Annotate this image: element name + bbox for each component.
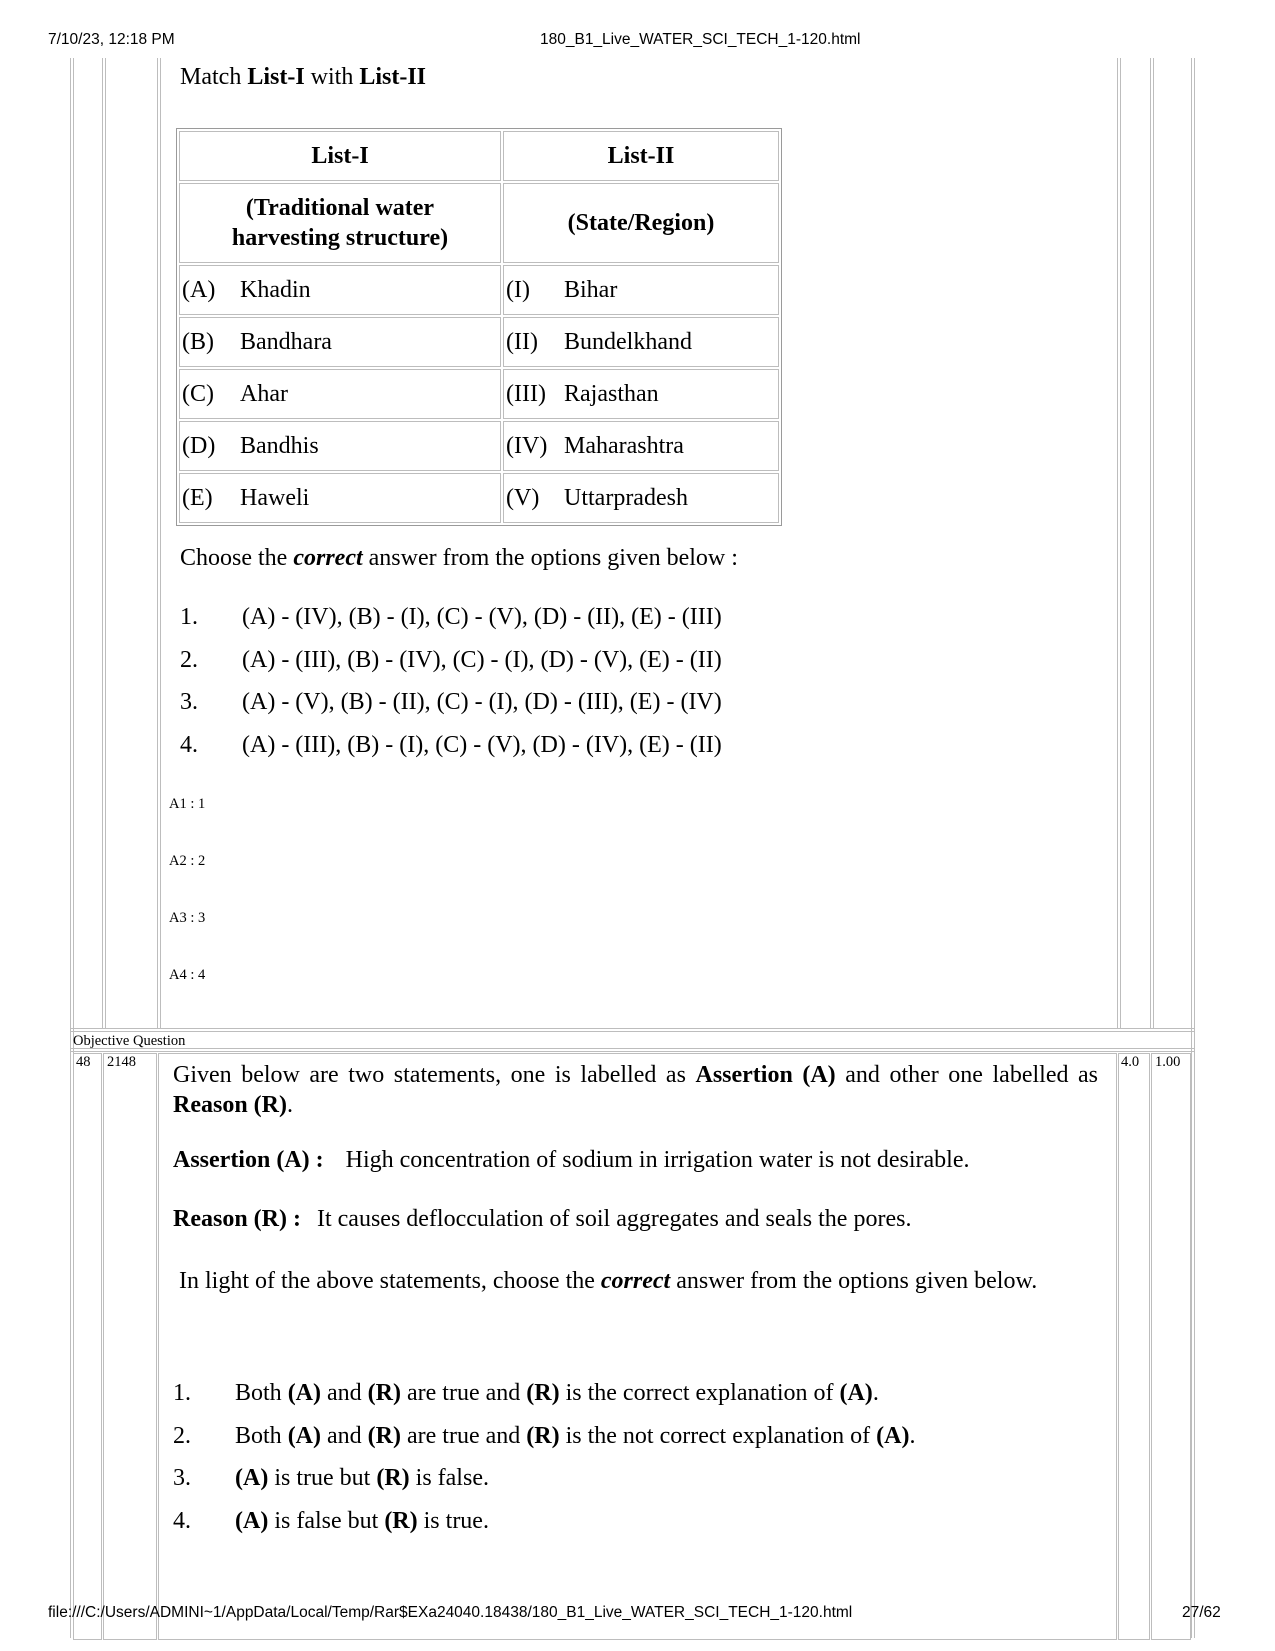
assertion-label: Assertion (A) : <box>173 1147 324 1173</box>
answer-key: A4 : 4 <box>169 967 206 983</box>
option-bold: (R) <box>367 1380 401 1406</box>
option-list <box>180 604 722 774</box>
frame-line <box>1194 58 1195 1638</box>
option-text: . <box>872 1380 879 1406</box>
option-number: 4. <box>180 731 198 758</box>
question-id: 2148 <box>107 1054 136 1070</box>
subheader-line: harvesting structure) <box>231 225 449 251</box>
option-text: (A) - (III), (B) - (I), (C) - (V), (D) - (IV), (E) - (II) <box>242 731 722 758</box>
option-item <box>180 732 722 775</box>
option-bold: (A) <box>839 1380 873 1406</box>
reason-text: It causes deflocculation of soil aggregates and seals the pores. <box>316 1206 912 1232</box>
choose-instruction <box>180 545 738 572</box>
item-text: Bandhis <box>240 432 319 459</box>
option-text: (A) - (IV), (B) - (I), (C) - (V), (D) - (II), (E) - (III) <box>242 604 722 630</box>
item-text: Uttarpradesh <box>564 484 688 511</box>
question-body-cell <box>158 1053 1117 1640</box>
question-number-cell <box>73 1053 102 1640</box>
print-file-path: file:///C:/Users/ADMINI~1/AppData/Local/Temp/Rar$EXa24040.18438/180_B1_Live_WATER_SCI_TECH_1-120.html <box>48 1604 853 1621</box>
intro-text: . <box>287 1092 293 1118</box>
option-item <box>180 689 722 732</box>
option-text: is false but <box>268 1507 385 1534</box>
answer-key: A1 : 1 <box>169 796 206 812</box>
frame-line <box>1153 58 1154 1028</box>
frame-line <box>1120 58 1121 1028</box>
option-bold: (R) <box>367 1422 401 1449</box>
option-bold: (A) <box>876 1422 910 1449</box>
intro-text: and other one labelled as <box>835 1062 1099 1088</box>
option-number: 3. <box>173 1465 191 1491</box>
option-text: and <box>321 1380 368 1406</box>
item-code: (A) <box>182 276 216 303</box>
list2-header: List-II <box>503 131 779 181</box>
light-instruction <box>173 1266 1098 1296</box>
frame-line <box>160 58 161 1028</box>
table-row <box>179 265 779 315</box>
instruction-emphasis: correct <box>293 545 363 571</box>
option-text: Both <box>235 1422 288 1449</box>
list1-cell <box>179 265 501 315</box>
frame-line <box>102 58 103 1028</box>
frame-line <box>1117 58 1118 1028</box>
item-code: (C) <box>182 380 214 407</box>
marks-cell <box>1118 1053 1150 1640</box>
item-code: (E) <box>182 484 213 511</box>
assertion-statement <box>173 1147 1098 1174</box>
option-text: is the not correct explanation of <box>559 1422 877 1449</box>
print-page-number: 27/62 <box>1182 1604 1221 1621</box>
reason-label: Reason (R) : <box>173 1206 301 1232</box>
option-number: 4. <box>173 1507 191 1534</box>
option-text: is the correct explanation of <box>559 1380 840 1406</box>
list2-cell <box>503 473 779 523</box>
question-marks: 4.0 <box>1121 1054 1140 1070</box>
option-item <box>180 647 722 690</box>
prompt-list1: List-I <box>247 64 305 90</box>
option-text: are true and <box>401 1380 527 1406</box>
item-text: Maharashtra <box>564 432 684 459</box>
item-code: (I) <box>506 276 530 303</box>
option-bold: (A) <box>287 1422 322 1449</box>
frame-line <box>1150 58 1151 1028</box>
instruction-text: In light of the above statements, choose the <box>179 1268 601 1294</box>
frame-line <box>70 1028 1195 1029</box>
answer-key: A3 : 3 <box>169 910 206 926</box>
list2-cell <box>503 317 779 367</box>
option-bold: (A) <box>235 1507 269 1534</box>
list1-cell <box>179 317 501 367</box>
item-text: Rajasthan <box>564 380 659 407</box>
frame-line <box>157 58 158 1028</box>
item-text: Khadin <box>240 276 311 303</box>
intro-bold: Reason (R) <box>173 1092 287 1118</box>
table-row <box>179 369 779 419</box>
option-text: Both <box>235 1380 288 1406</box>
item-code: (V) <box>506 484 540 511</box>
instruction-text: answer from the options given below. <box>670 1268 1038 1294</box>
option-number: 1. <box>173 1380 191 1406</box>
instruction-text: answer from the options given below : <box>362 545 738 571</box>
table-row <box>179 421 779 471</box>
list2-cell <box>503 265 779 315</box>
option-number: 1. <box>180 604 198 630</box>
prompt-text: Match <box>180 64 248 90</box>
list2-subheader: (State/Region) <box>503 183 779 263</box>
option-bold: (A) <box>287 1380 322 1406</box>
option-item <box>180 604 722 647</box>
assertion-intro <box>173 1060 1098 1120</box>
frame-line <box>70 1031 1195 1032</box>
table-row <box>179 317 779 367</box>
answer-key: A2 : 2 <box>169 853 206 869</box>
list2-cell <box>503 421 779 471</box>
option-number: 3. <box>180 689 198 715</box>
option-text: (A) - (V), (B) - (II), (C) - (I), (D) - (III), (E) - (IV) <box>242 689 722 715</box>
item-text: Bandhara <box>240 328 332 355</box>
subheader-line: (Traditional water <box>245 195 435 221</box>
section-label: Objective Question <box>73 1033 186 1049</box>
intro-text: Given below are two statements, one is labelled as <box>173 1062 696 1088</box>
intro-bold: Assertion (A) <box>695 1062 836 1088</box>
list1-cell <box>179 369 501 419</box>
print-datetime: 7/10/23, 12:18 PM <box>48 31 175 48</box>
list1-cell <box>179 473 501 523</box>
option-text: is true. <box>417 1507 489 1534</box>
frame-line <box>70 1048 1195 1049</box>
item-code: (D) <box>182 432 216 459</box>
option-text: (A) - (III), (B) - (IV), (C) - (I), (D) - (V), (E) - (II) <box>242 646 722 673</box>
option-item <box>173 1380 915 1423</box>
option-item <box>173 1465 915 1508</box>
frame-line <box>70 1051 1195 1052</box>
match-table <box>176 128 782 526</box>
prompt-text: with <box>304 64 360 90</box>
option-item <box>173 1423 915 1466</box>
question-id-cell <box>103 1053 157 1640</box>
instruction-emphasis: correct <box>600 1268 671 1294</box>
prompt-list2: List-II <box>359 64 427 90</box>
item-code: (III) <box>506 380 546 407</box>
option-item <box>173 1508 915 1551</box>
option-text: are true and <box>401 1422 527 1449</box>
list2-cell <box>503 369 779 419</box>
assertion-text: High concentration of sodium in irrigation water is not desirable. <box>345 1147 970 1173</box>
question-number: 48 <box>76 1054 91 1070</box>
option-list <box>173 1380 915 1550</box>
option-number: 2. <box>173 1422 191 1449</box>
item-code: (II) <box>506 328 538 355</box>
instruction-text: Choose the <box>180 545 294 571</box>
question-negative-marks: 1.00 <box>1155 1054 1181 1070</box>
option-text: is true but <box>268 1465 377 1491</box>
item-text: Bundelkhand <box>564 328 692 355</box>
item-code: (IV) <box>506 432 548 459</box>
option-text: . <box>909 1422 916 1449</box>
item-text: Bihar <box>564 276 618 303</box>
option-number: 2. <box>180 646 198 673</box>
match-prompt <box>180 64 426 91</box>
option-bold: (R) <box>526 1422 560 1449</box>
option-bold: (A) <box>235 1465 269 1491</box>
frame-line <box>105 58 106 1028</box>
frame-line <box>70 58 71 1638</box>
list1-cell <box>179 421 501 471</box>
option-bold: (R) <box>384 1507 418 1534</box>
option-bold: (R) <box>376 1465 410 1491</box>
option-bold: (R) <box>526 1380 560 1406</box>
option-text: is false. <box>409 1465 489 1491</box>
frame-line <box>1191 58 1192 1638</box>
list1-header: List-I <box>179 131 501 181</box>
option-text: and <box>321 1422 368 1449</box>
reason-statement <box>173 1206 1098 1233</box>
list1-subheader <box>179 183 501 263</box>
table-row <box>179 473 779 523</box>
print-doc-title: 180_B1_Live_WATER_SCI_TECH_1-120.html <box>540 31 861 48</box>
item-text: Ahar <box>240 380 288 407</box>
item-text: Haweli <box>240 484 310 511</box>
negative-marks-cell <box>1151 1053 1191 1640</box>
item-code: (B) <box>182 328 214 355</box>
